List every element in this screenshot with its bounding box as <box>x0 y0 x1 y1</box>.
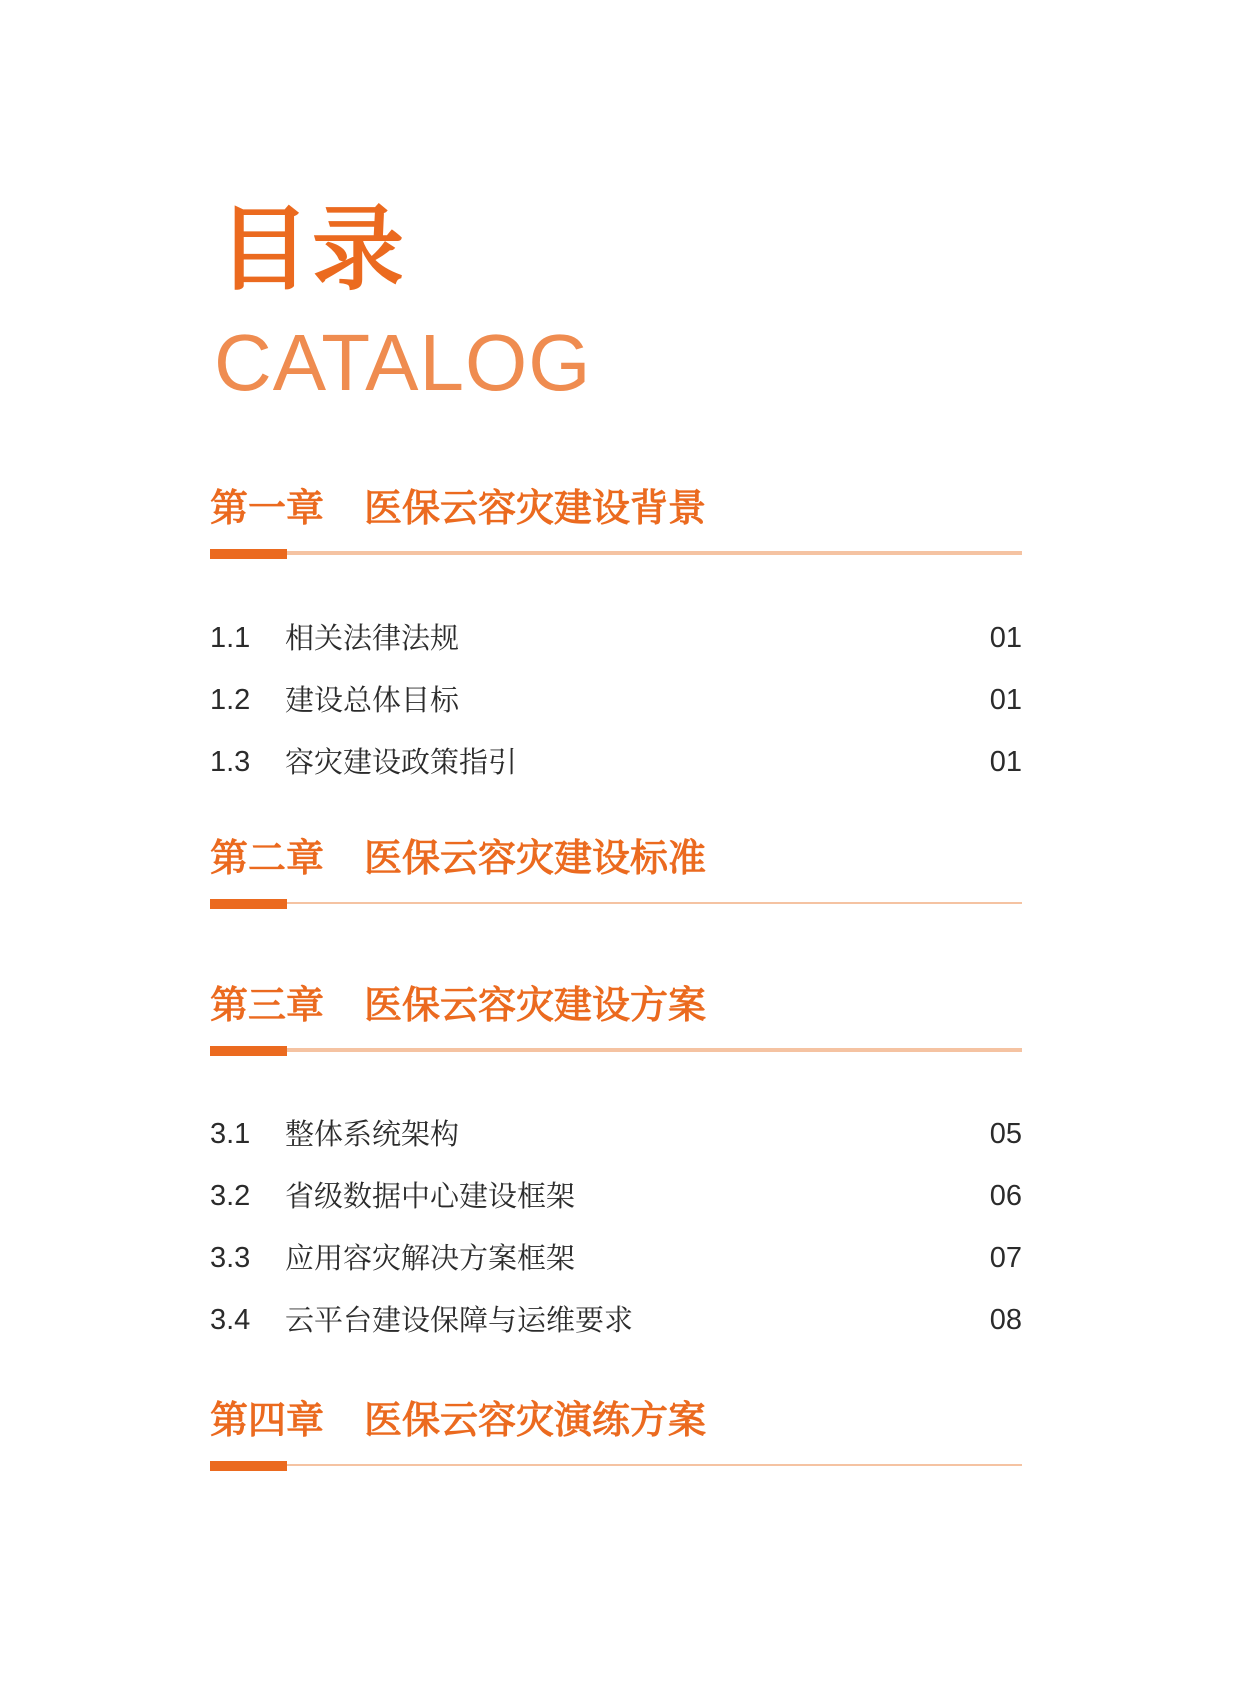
entry-label: 建设总体目标 <box>285 683 460 717</box>
entry-number: 3.3 <box>210 1242 251 1274</box>
page-title: 目录 <box>218 196 407 303</box>
chapter-3-header[interactable] <box>210 981 1022 1061</box>
chapter-number: 第一章 <box>210 486 325 530</box>
entry-number: 1.2 <box>210 684 251 716</box>
entry-number: 1.3 <box>210 746 251 778</box>
entry-number: 3.2 <box>210 1180 251 1212</box>
chapter-accent-bar <box>210 1461 287 1471</box>
chapter-2-header[interactable] <box>210 834 1022 914</box>
page-subtitle: CATALOG <box>214 318 592 407</box>
toc-entry-3-3[interactable] <box>210 1238 1022 1278</box>
entry-page: 08 <box>989 1304 1022 1336</box>
chapter-title <box>210 834 706 882</box>
chapter-divider <box>210 1464 1022 1466</box>
chapter-name: 医保云容灾建设标准 <box>364 836 707 880</box>
toc-entry-1-3[interactable] <box>210 742 1022 782</box>
entry-page: 01 <box>989 622 1022 654</box>
entry-number: 1.1 <box>210 622 251 654</box>
chapter-number: 第三章 <box>210 983 325 1027</box>
toc-entry-3-2[interactable] <box>210 1176 1022 1216</box>
chapter-name: 医保云容灾演练方案 <box>364 1398 707 1442</box>
chapter-1-header[interactable] <box>210 484 1022 564</box>
chapter-4-header[interactable] <box>210 1396 1022 1476</box>
entry-label: 相关法律法规 <box>285 621 460 655</box>
entry-label: 云平台建设保障与运维要求 <box>285 1303 634 1337</box>
chapter-title <box>210 1396 706 1444</box>
chapter-accent-bar <box>210 899 287 909</box>
chapter-title <box>210 484 706 532</box>
chapter-divider <box>210 1048 1022 1052</box>
chapter-name: 医保云容灾建设背景 <box>364 486 707 530</box>
toc-entry-3-1[interactable] <box>210 1114 1022 1154</box>
toc-entry-3-4[interactable] <box>210 1300 1022 1340</box>
chapter-name: 医保云容灾建设方案 <box>364 983 707 1027</box>
entry-number: 3.1 <box>210 1118 251 1150</box>
entry-page: 06 <box>989 1180 1022 1212</box>
chapter-accent-bar <box>210 1046 287 1056</box>
entry-page: 01 <box>989 746 1022 778</box>
entry-label: 应用容灾解决方案框架 <box>285 1241 576 1275</box>
chapter-divider <box>210 902 1022 904</box>
chapter-number: 第四章 <box>210 1398 325 1442</box>
entry-page: 07 <box>989 1242 1022 1274</box>
entry-label: 整体系统架构 <box>285 1117 460 1151</box>
toc-entry-1-2[interactable] <box>210 680 1022 720</box>
chapter-number: 第二章 <box>210 836 325 880</box>
chapter-divider <box>210 551 1022 555</box>
chapter-accent-bar <box>210 549 287 559</box>
entry-number: 3.4 <box>210 1304 251 1336</box>
toc-entry-1-1[interactable] <box>210 618 1022 658</box>
entry-page: 05 <box>989 1118 1022 1150</box>
chapter-title <box>210 981 706 1029</box>
entry-label: 省级数据中心建设框架 <box>285 1179 576 1213</box>
entry-page: 01 <box>989 684 1022 716</box>
entry-label: 容灾建设政策指引 <box>285 745 518 779</box>
